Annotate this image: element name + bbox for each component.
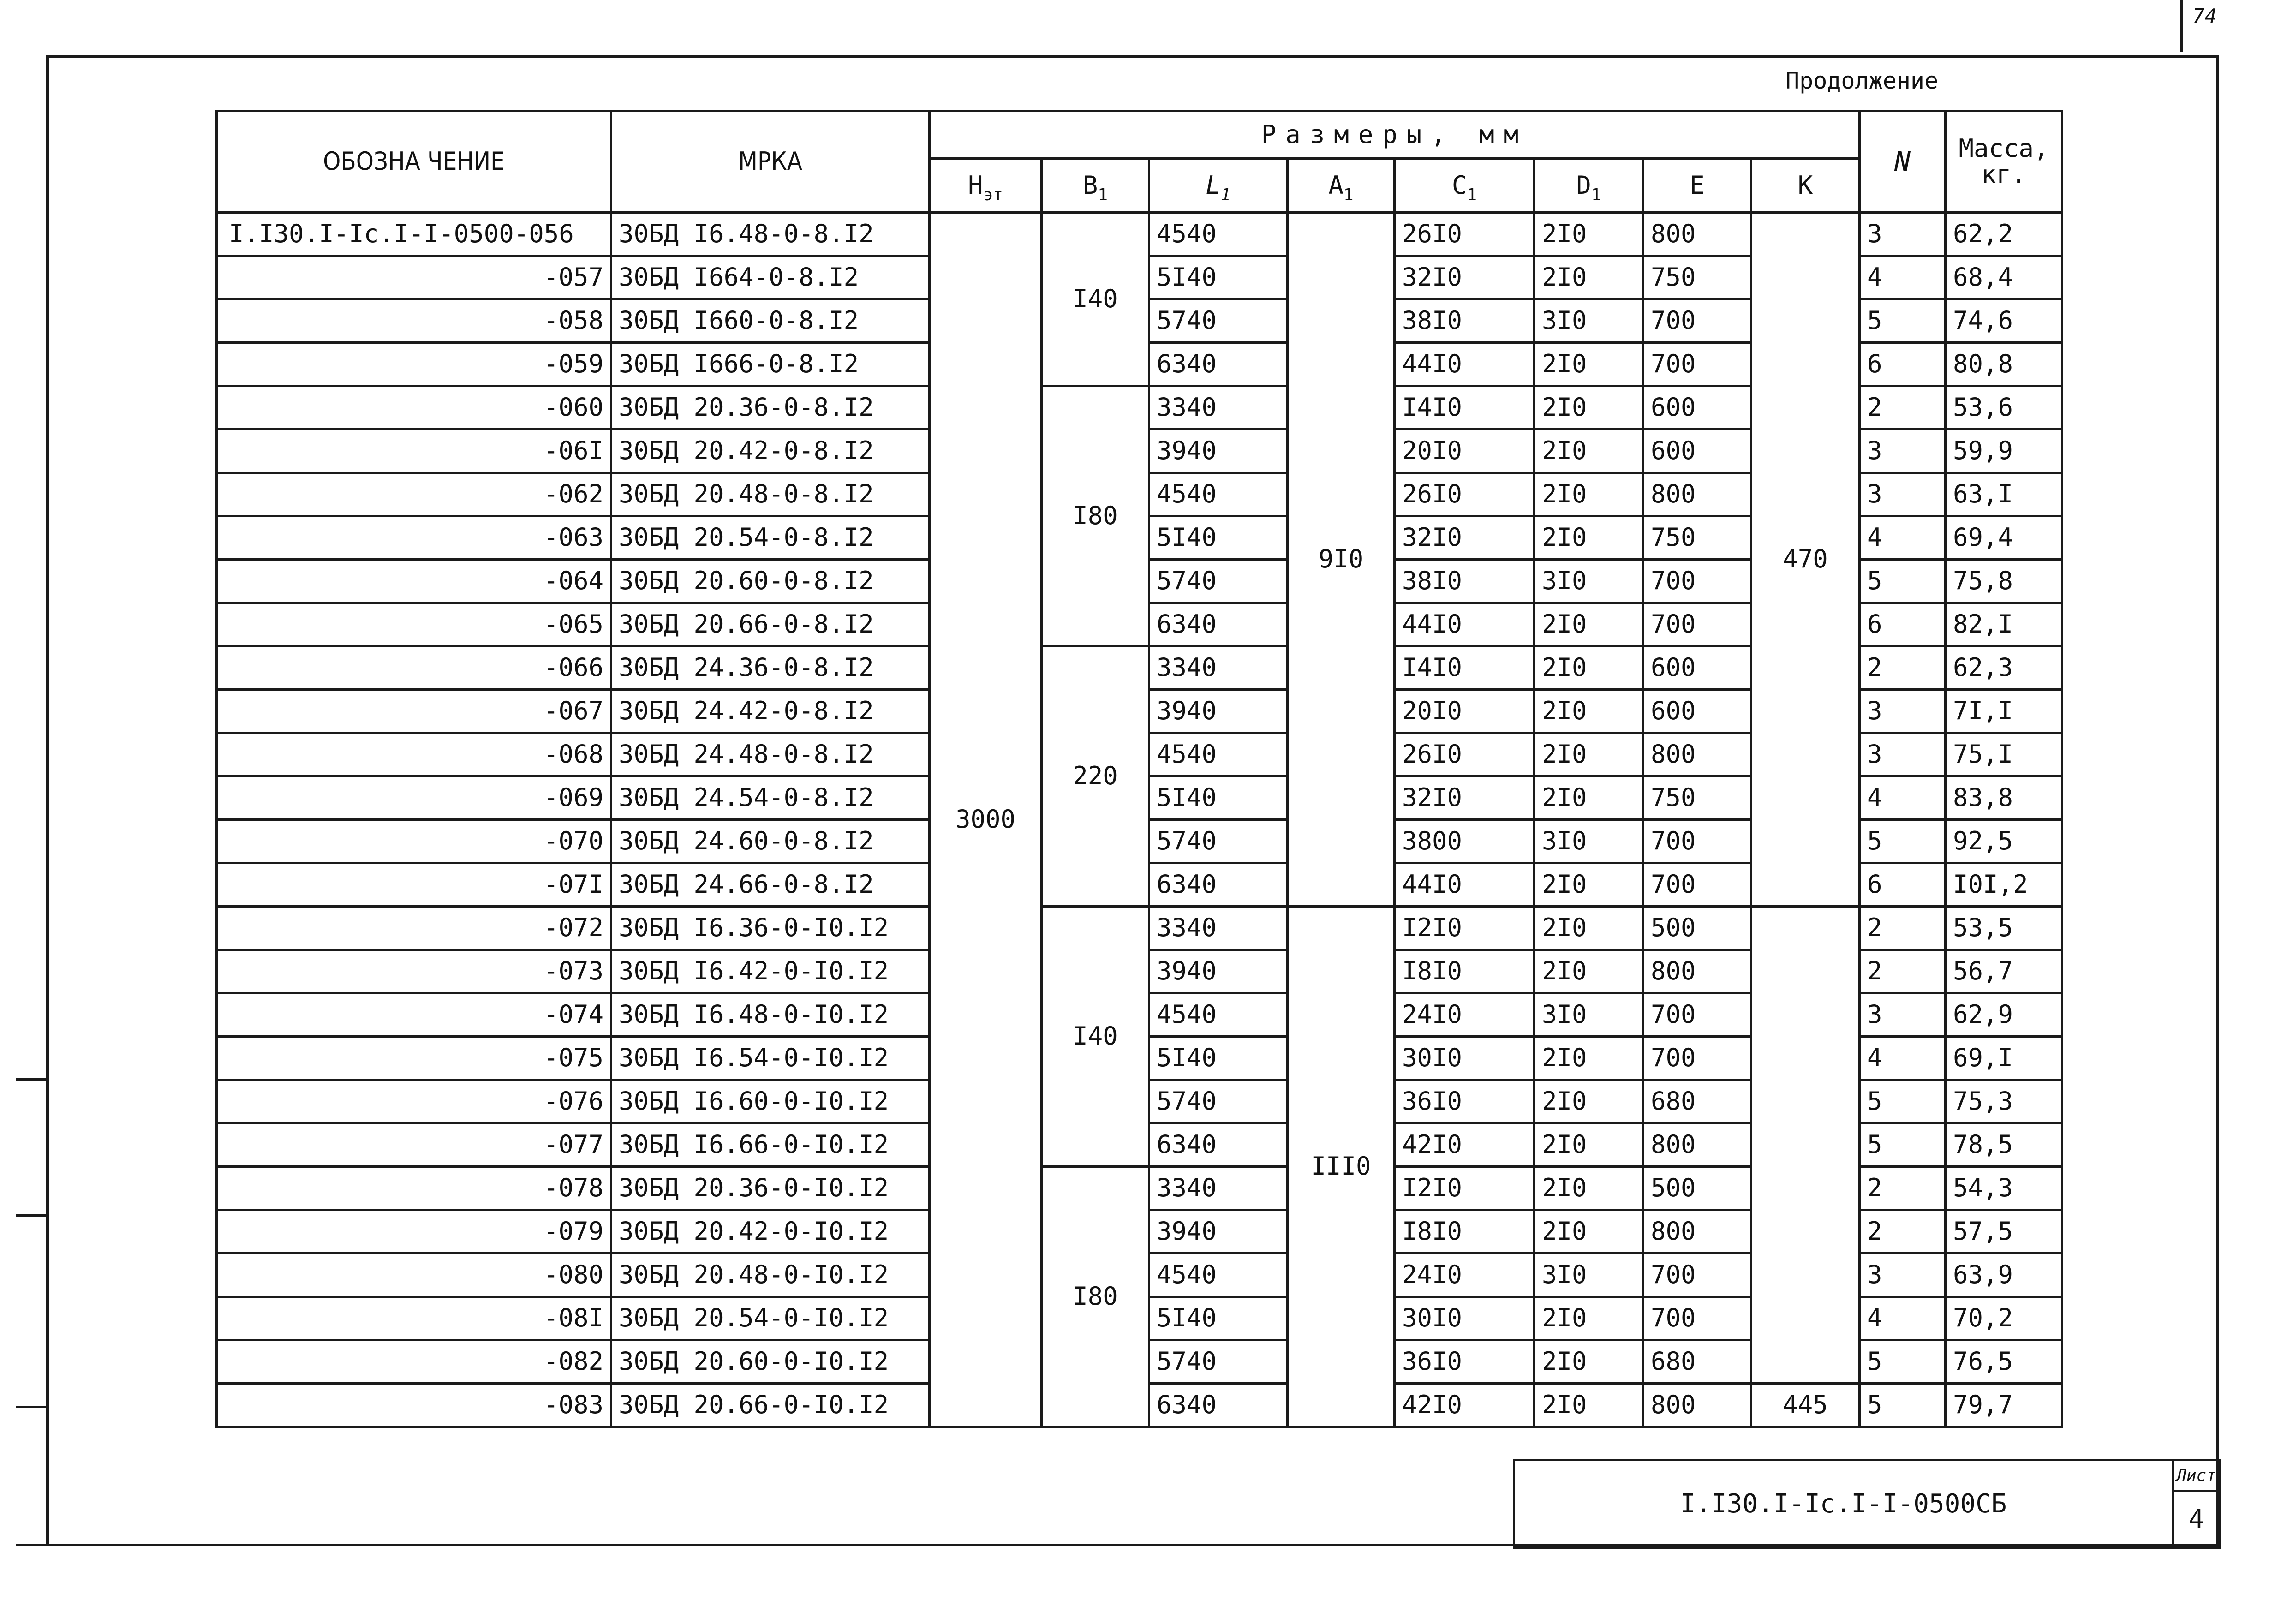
mark-cell: 30БД I6.42-0-I0.I2 <box>611 950 930 993</box>
col-header-mark: МРКА <box>611 111 930 213</box>
col-header-h-et: $H_{эт}$ <box>930 159 1042 213</box>
col-header-c1: $C_1$ <box>1395 159 1535 213</box>
designation-cell: -080 <box>217 1254 611 1297</box>
designation-cell: -057 <box>217 256 611 299</box>
d1-cell: 2I0 <box>1535 1297 1643 1340</box>
mark-cell: 30БД 20.54-0-I0.I2 <box>611 1297 930 1340</box>
n-cell: 6 <box>1860 603 1946 646</box>
n-cell: 3 <box>1860 733 1946 776</box>
mark-cell: 30БД 24.36-0-8.I2 <box>611 646 930 690</box>
d1-cell: 2I0 <box>1535 1340 1643 1384</box>
designation-cell: -082 <box>217 1340 611 1384</box>
n-cell: 3 <box>1860 690 1946 733</box>
d1-cell: 2I0 <box>1535 646 1643 690</box>
n-cell: 2 <box>1860 950 1946 993</box>
a1-cell: 9I0 <box>1288 213 1395 907</box>
c1-cell: I2I0 <box>1395 907 1535 950</box>
mark-cell: 30БД I6.48-0-8.I2 <box>611 213 930 256</box>
e-cell: 600 <box>1643 430 1751 473</box>
c1-cell: 20I0 <box>1395 690 1535 733</box>
a1-cell: III0 <box>1288 907 1395 1427</box>
mass-cell: 63,I <box>1946 473 2062 516</box>
c1-cell: 26I0 <box>1395 213 1535 256</box>
e-cell: 750 <box>1643 516 1751 560</box>
designation-cell: -074 <box>217 993 611 1037</box>
e-cell: 680 <box>1643 1080 1751 1123</box>
e-cell: 800 <box>1643 1210 1751 1254</box>
k-cell-empty <box>1751 907 1860 1384</box>
e-cell: 700 <box>1643 820 1751 863</box>
e-cell: 700 <box>1643 863 1751 907</box>
e-cell: 600 <box>1643 690 1751 733</box>
c1-cell: I4I0 <box>1395 646 1535 690</box>
designation-cell: -063 <box>217 516 611 560</box>
mark-cell: 30БД I6.36-0-I0.I2 <box>611 907 930 950</box>
table-row <box>217 907 2062 950</box>
e-cell: 700 <box>1643 1297 1751 1340</box>
l1-cell: 5I40 <box>1149 256 1288 299</box>
l1-cell: 4540 <box>1149 1254 1288 1297</box>
d1-cell: 2I0 <box>1535 430 1643 473</box>
l1-cell: 4540 <box>1149 733 1288 776</box>
c1-cell: 30I0 <box>1395 1037 1535 1080</box>
mass-cell: 70,2 <box>1946 1297 2062 1340</box>
n-cell: 4 <box>1860 776 1946 820</box>
n-cell: 4 <box>1860 256 1946 299</box>
col-header-mass: Масса, кг. <box>1946 111 2062 213</box>
c1-cell: 30I0 <box>1395 1297 1535 1340</box>
doc-code: I.I30.I-Ic.I-I-0500СБ <box>1514 1460 2173 1548</box>
d1-cell: 2I0 <box>1535 516 1643 560</box>
binding-mark-1 <box>16 1078 48 1081</box>
d1-cell: 2I0 <box>1535 863 1643 907</box>
designation-cell: -064 <box>217 560 611 603</box>
e-cell: 700 <box>1643 299 1751 343</box>
l1-cell: 3340 <box>1149 907 1288 950</box>
col-header-l1: $L_1$ <box>1149 159 1288 213</box>
mass-cell: I0I,2 <box>1946 863 2062 907</box>
mark-cell: 30БД 20.54-0-8.I2 <box>611 516 930 560</box>
mark-cell: 30БД 20.60-0-8.I2 <box>611 560 930 603</box>
l1-cell: 3940 <box>1149 950 1288 993</box>
n-cell: 6 <box>1860 343 1946 386</box>
mass-cell: 80,8 <box>1946 343 2062 386</box>
mark-cell: 30БД 20.42-0-I0.I2 <box>611 1210 930 1254</box>
n-cell: 3 <box>1860 473 1946 516</box>
h-et-cell: 3000 <box>930 213 1042 1427</box>
d1-cell: 2I0 <box>1535 907 1643 950</box>
col-header-b1: $B_1$ <box>1042 159 1149 213</box>
mass-cell: 74,6 <box>1946 299 2062 343</box>
continuation-label: Продолжение <box>1785 67 1939 94</box>
e-cell: 800 <box>1643 213 1751 256</box>
l1-cell: 5740 <box>1149 1340 1288 1384</box>
k-cell: 470 <box>1751 213 1860 907</box>
mark-cell: 30БД 20.66-0-8.I2 <box>611 603 930 646</box>
l1-cell: 3940 <box>1149 430 1288 473</box>
page-number-top: 74 <box>2192 5 2217 28</box>
mark-cell: 30БД I664-0-8.I2 <box>611 256 930 299</box>
n-cell: 2 <box>1860 907 1946 950</box>
n-cell: 5 <box>1860 1384 1946 1427</box>
n-cell: 4 <box>1860 516 1946 560</box>
col-header-d1: $D_1$ <box>1535 159 1643 213</box>
d1-cell: 2I0 <box>1535 776 1643 820</box>
designation-cell: -070 <box>217 820 611 863</box>
n-cell: 6 <box>1860 863 1946 907</box>
d1-cell: 2I0 <box>1535 386 1643 430</box>
mark-cell: 30БД 24.66-0-8.I2 <box>611 863 930 907</box>
mass-cell: 75,I <box>1946 733 2062 776</box>
col-header-a1: $A_1$ <box>1288 159 1395 213</box>
b1-cell: I80 <box>1042 1167 1149 1427</box>
mark-cell: 30БД 20.36-0-8.I2 <box>611 386 930 430</box>
c1-cell: 44I0 <box>1395 863 1535 907</box>
e-cell: 500 <box>1643 907 1751 950</box>
d1-cell: 2I0 <box>1535 256 1643 299</box>
designation-cell: -065 <box>217 603 611 646</box>
n-cell: 2 <box>1860 1167 1946 1210</box>
designation-cell: -07I <box>217 863 611 907</box>
e-cell: 700 <box>1643 560 1751 603</box>
d1-cell: 2I0 <box>1535 1123 1643 1167</box>
designation-cell: I.I30.I-Ic.I-I-0500-056 <box>217 213 611 256</box>
l1-cell: 3340 <box>1149 386 1288 430</box>
l1-cell: 5I40 <box>1149 776 1288 820</box>
mark-cell: 30БД 20.48-0-8.I2 <box>611 473 930 516</box>
designation-cell: -075 <box>217 1037 611 1080</box>
mass-cell: 69,4 <box>1946 516 2062 560</box>
d1-cell: 2I0 <box>1535 950 1643 993</box>
c1-cell: 38I0 <box>1395 299 1535 343</box>
c1-cell: 20I0 <box>1395 430 1535 473</box>
c1-cell: I8I0 <box>1395 1210 1535 1254</box>
d1-cell: 3I0 <box>1535 299 1643 343</box>
binding-mark-2 <box>16 1214 48 1217</box>
mass-cell: 75,8 <box>1946 560 2062 603</box>
mark-cell: 30БД 20.66-0-I0.I2 <box>611 1384 930 1427</box>
frame-right-line <box>2216 55 2219 1546</box>
designation-cell: -058 <box>217 299 611 343</box>
designation-cell: -062 <box>217 473 611 516</box>
mass-cell: 57,5 <box>1946 1210 2062 1254</box>
b1-cell: I40 <box>1042 213 1149 386</box>
d1-cell: 3I0 <box>1535 1254 1643 1297</box>
designation-cell: -077 <box>217 1123 611 1167</box>
e-cell: 750 <box>1643 256 1751 299</box>
mark-cell: 30БД 20.42-0-8.I2 <box>611 430 930 473</box>
table-row <box>217 213 2062 256</box>
designation-cell: -068 <box>217 733 611 776</box>
l1-cell: 5I40 <box>1149 516 1288 560</box>
designation-cell: -076 <box>217 1080 611 1123</box>
d1-cell: 2I0 <box>1535 1384 1643 1427</box>
e-cell: 700 <box>1643 603 1751 646</box>
e-cell: 800 <box>1643 473 1751 516</box>
c1-cell: 42I0 <box>1395 1123 1535 1167</box>
l1-cell: 3340 <box>1149 646 1288 690</box>
e-cell: 800 <box>1643 733 1751 776</box>
c1-cell: 3800 <box>1395 820 1535 863</box>
l1-cell: 4540 <box>1149 993 1288 1037</box>
sheet-label: Лист <box>2173 1460 2220 1491</box>
b1-cell: I40 <box>1042 907 1149 1167</box>
d1-cell: 2I0 <box>1535 213 1643 256</box>
d1-cell: 2I0 <box>1535 733 1643 776</box>
l1-cell: 6340 <box>1149 863 1288 907</box>
designation-cell: -072 <box>217 907 611 950</box>
sheet-number: 4 <box>2173 1491 2220 1548</box>
col-header-n: N <box>1860 111 1946 213</box>
mark-cell: 30БД 24.54-0-8.I2 <box>611 776 930 820</box>
mark-cell: 30БД 20.48-0-I0.I2 <box>611 1254 930 1297</box>
l1-cell: 5I40 <box>1149 1037 1288 1080</box>
mass-cell: 54,3 <box>1946 1167 2062 1210</box>
n-cell: 4 <box>1860 1297 1946 1340</box>
c1-cell: 26I0 <box>1395 473 1535 516</box>
data-table <box>215 110 2063 1428</box>
l1-cell: 5740 <box>1149 820 1288 863</box>
mass-cell: 79,7 <box>1946 1384 2062 1427</box>
b1-cell: I80 <box>1042 386 1149 646</box>
n-cell: 5 <box>1860 560 1946 603</box>
mark-cell: 30БД I666-0-8.I2 <box>611 343 930 386</box>
designation-cell: -069 <box>217 776 611 820</box>
mass-cell: 76,5 <box>1946 1340 2062 1384</box>
mass-cell: 78,5 <box>1946 1123 2062 1167</box>
designation-cell: -079 <box>217 1210 611 1254</box>
mass-cell: 62,3 <box>1946 646 2062 690</box>
mass-cell: 7I,I <box>1946 690 2062 733</box>
col-header-e: E <box>1643 159 1751 213</box>
c1-cell: I4I0 <box>1395 386 1535 430</box>
l1-cell: 6340 <box>1149 1123 1288 1167</box>
e-cell: 700 <box>1643 343 1751 386</box>
l1-cell: 6340 <box>1149 603 1288 646</box>
designation-cell: -067 <box>217 690 611 733</box>
l1-cell: 4540 <box>1149 213 1288 256</box>
mass-cell: 83,8 <box>1946 776 2062 820</box>
d1-cell: 3I0 <box>1535 820 1643 863</box>
b1-cell: 220 <box>1042 646 1149 907</box>
d1-cell: 2I0 <box>1535 603 1643 646</box>
e-cell: 700 <box>1643 993 1751 1037</box>
mass-cell: 53,6 <box>1946 386 2062 430</box>
e-cell: 500 <box>1643 1167 1751 1210</box>
l1-cell: 3340 <box>1149 1167 1288 1210</box>
n-cell: 5 <box>1860 1123 1946 1167</box>
d1-cell: 2I0 <box>1535 1037 1643 1080</box>
k-cell: 445 <box>1751 1384 1860 1427</box>
sizes-group-header: Размеры, мм <box>930 111 1860 159</box>
d1-cell: 2I0 <box>1535 343 1643 386</box>
designation-cell: -066 <box>217 646 611 690</box>
l1-cell: 5740 <box>1149 299 1288 343</box>
c1-cell: 26I0 <box>1395 733 1535 776</box>
l1-cell: 6340 <box>1149 1384 1288 1427</box>
top-corner-line <box>2180 0 2183 52</box>
n-cell: 5 <box>1860 1340 1946 1384</box>
mass-cell: 75,3 <box>1946 1080 2062 1123</box>
c1-cell: I2I0 <box>1395 1167 1535 1210</box>
mark-cell: 30БД I6.48-0-I0.I2 <box>611 993 930 1037</box>
mass-cell: 56,7 <box>1946 950 2062 993</box>
c1-cell: 42I0 <box>1395 1384 1535 1427</box>
c1-cell: 24I0 <box>1395 1254 1535 1297</box>
d1-cell: 2I0 <box>1535 1167 1643 1210</box>
l1-cell: 3940 <box>1149 690 1288 733</box>
n-cell: 5 <box>1860 299 1946 343</box>
l1-cell: 5740 <box>1149 1080 1288 1123</box>
n-cell: 2 <box>1860 1210 1946 1254</box>
n-cell: 5 <box>1860 820 1946 863</box>
frame-left-line <box>46 55 49 1546</box>
n-cell: 3 <box>1860 430 1946 473</box>
n-cell: 2 <box>1860 386 1946 430</box>
n-cell: 2 <box>1860 646 1946 690</box>
designation-cell: -078 <box>217 1167 611 1210</box>
e-cell: 750 <box>1643 776 1751 820</box>
n-cell: 5 <box>1860 1080 1946 1123</box>
d1-cell: 2I0 <box>1535 1210 1643 1254</box>
mass-cell: 59,9 <box>1946 430 2062 473</box>
mass-cell: 68,4 <box>1946 256 2062 299</box>
mass-cell: 69,I <box>1946 1037 2062 1080</box>
mark-cell: 30БД 24.48-0-8.I2 <box>611 733 930 776</box>
mass-cell: 63,9 <box>1946 1254 2062 1297</box>
c1-cell: 32I0 <box>1395 516 1535 560</box>
e-cell: 600 <box>1643 646 1751 690</box>
d1-cell: 2I0 <box>1535 690 1643 733</box>
c1-cell: 36I0 <box>1395 1080 1535 1123</box>
mark-cell: 30БД I6.66-0-I0.I2 <box>611 1123 930 1167</box>
designation-cell: -059 <box>217 343 611 386</box>
l1-cell: 3940 <box>1149 1210 1288 1254</box>
n-cell: 4 <box>1860 1037 1946 1080</box>
mass-cell: 82,I <box>1946 603 2062 646</box>
c1-cell: 32I0 <box>1395 776 1535 820</box>
mark-cell: 30БД 24.60-0-8.I2 <box>611 820 930 863</box>
mark-cell: 30БД I6.54-0-I0.I2 <box>611 1037 930 1080</box>
e-cell: 800 <box>1643 1384 1751 1427</box>
d1-cell: 3I0 <box>1535 993 1643 1037</box>
mark-cell: 30БД 20.60-0-I0.I2 <box>611 1340 930 1384</box>
d1-cell: 2I0 <box>1535 473 1643 516</box>
mark-cell: 30БД I6.60-0-I0.I2 <box>611 1080 930 1123</box>
l1-cell: 6340 <box>1149 343 1288 386</box>
c1-cell: I8I0 <box>1395 950 1535 993</box>
e-cell: 700 <box>1643 1037 1751 1080</box>
c1-cell: 36I0 <box>1395 1340 1535 1384</box>
n-cell: 3 <box>1860 213 1946 256</box>
col-header-k: K <box>1751 159 1860 213</box>
e-cell: 600 <box>1643 386 1751 430</box>
title-block <box>1513 1459 2221 1549</box>
mass-cell: 62,9 <box>1946 993 2062 1037</box>
n-cell: 3 <box>1860 1254 1946 1297</box>
mass-cell: 53,5 <box>1946 907 2062 950</box>
designation-cell: -08I <box>217 1297 611 1340</box>
designation-cell: -073 <box>217 950 611 993</box>
l1-cell: 4540 <box>1149 473 1288 516</box>
binding-mark-3 <box>16 1406 48 1408</box>
l1-cell: 5I40 <box>1149 1297 1288 1340</box>
e-cell: 680 <box>1643 1340 1751 1384</box>
mark-cell: 30БД 24.42-0-8.I2 <box>611 690 930 733</box>
c1-cell: 38I0 <box>1395 560 1535 603</box>
col-header-designation: ОБОЗНА ЧЕНИЕ <box>217 111 611 213</box>
mass-cell: 62,2 <box>1946 213 2062 256</box>
e-cell: 800 <box>1643 1123 1751 1167</box>
c1-cell: 44I0 <box>1395 603 1535 646</box>
c1-cell: 32I0 <box>1395 256 1535 299</box>
e-cell: 700 <box>1643 1254 1751 1297</box>
e-cell: 800 <box>1643 950 1751 993</box>
mark-cell: 30БД I660-0-8.I2 <box>611 299 930 343</box>
d1-cell: 2I0 <box>1535 1080 1643 1123</box>
c1-cell: 24I0 <box>1395 993 1535 1037</box>
mass-cell: 92,5 <box>1946 820 2062 863</box>
d1-cell: 3I0 <box>1535 560 1643 603</box>
frame-top-line <box>46 55 2219 58</box>
designation-cell: -060 <box>217 386 611 430</box>
c1-cell: 44I0 <box>1395 343 1535 386</box>
n-cell: 3 <box>1860 993 1946 1037</box>
designation-cell: -06I <box>217 430 611 473</box>
mark-cell: 30БД 20.36-0-I0.I2 <box>611 1167 930 1210</box>
designation-cell: -083 <box>217 1384 611 1427</box>
l1-cell: 5740 <box>1149 560 1288 603</box>
